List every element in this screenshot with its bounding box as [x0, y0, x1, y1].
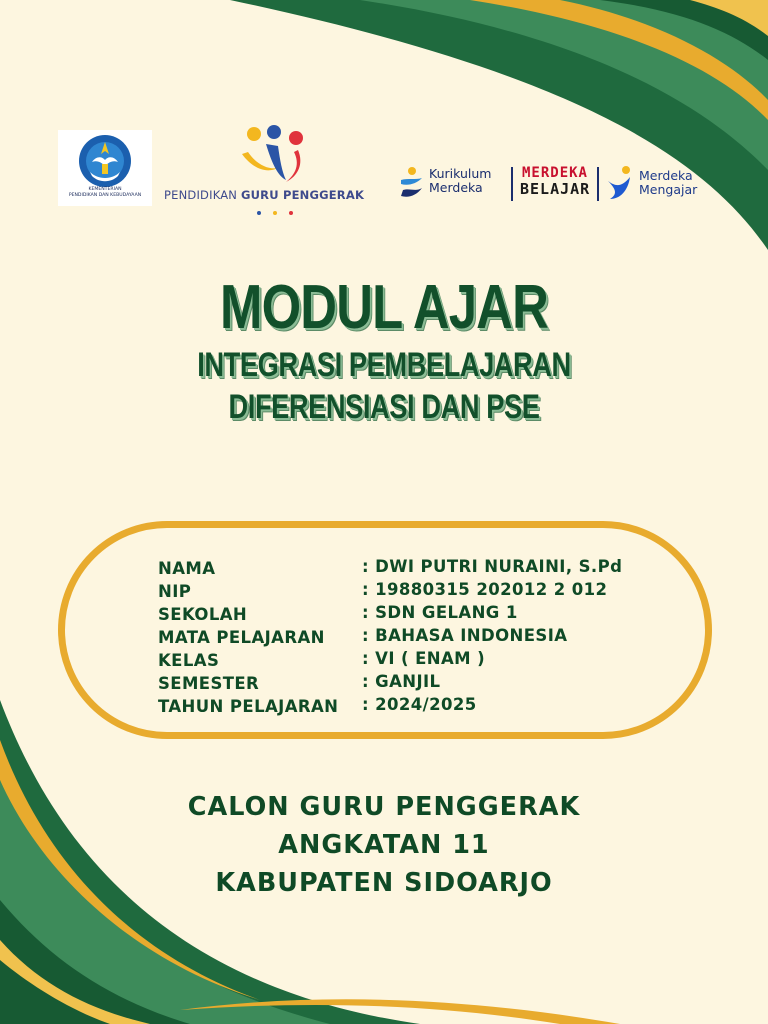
- kemendikbud-label-line2: PENDIDIKAN DAN KEBUDAYAAN: [68, 193, 142, 198]
- info-value: : 19880315 202012 2 012: [362, 580, 608, 599]
- kemendikbud-logo: [58, 130, 152, 206]
- merdeka-mengajar-logo: [606, 165, 706, 205]
- subtitle-line1: INTEGRASI PEMBELAJARAN: [197, 346, 571, 384]
- logo-separator-1: [511, 167, 513, 201]
- pgp-label-bold: GURU PENGGERAK: [240, 188, 365, 202]
- tut-wuri-handayani-emblem-icon: [78, 134, 132, 188]
- pgp-label-light: PENDIDIKAN: [164, 188, 241, 202]
- kemendikbud-label-line1: KEMENTERIAN: [88, 187, 122, 192]
- merdeka-belajar-line2: BELAJAR: [520, 180, 591, 198]
- info-label: MATA PELAJARAN: [158, 628, 325, 647]
- footer-line2: ANGKATAN 11: [278, 830, 490, 860]
- guru-penggerak-figures-icon: [238, 124, 318, 186]
- merdeka-belajar-line1: MERDEKA: [521, 165, 588, 181]
- footer-line3: KABUPATEN SIDOARJO: [215, 868, 553, 898]
- info-label: TAHUN PELAJARAN: [158, 697, 339, 716]
- logo-row: [0, 0, 768, 240]
- logo-separator-2: [597, 167, 599, 201]
- main-title: MODUL AJAR: [220, 273, 548, 342]
- kurikulum-label-line2: Merdeka: [429, 180, 483, 195]
- footer-line1: CALON GURU PENGGERAK: [187, 792, 581, 822]
- info-value: : VI ( ENAM ): [362, 649, 486, 668]
- kurikulum-merdeka-icon: [398, 166, 426, 200]
- info-label: SEMESTER: [158, 674, 260, 693]
- mengajar-label-line1: Merdeka: [639, 168, 693, 183]
- info-label: NIP: [158, 582, 192, 601]
- info-value: : GANJIL: [362, 672, 441, 691]
- info-label: SEKOLAH: [158, 605, 248, 624]
- info-value: : SDN GELANG 1: [362, 603, 518, 622]
- guru-penggerak-label: [164, 188, 364, 202]
- kurikulum-merdeka-label: [429, 167, 491, 195]
- subtitle-line2: DIFERENSIASI DAN PSE: [228, 388, 540, 426]
- info-value: : DWI PUTRI NURAINI, S.Pd: [362, 557, 623, 576]
- info-label: NAMA: [158, 559, 216, 578]
- merdeka-mengajar-icon: [606, 165, 636, 203]
- info-label: KELAS: [158, 651, 220, 670]
- kurikulum-merdeka-logo: [398, 164, 508, 204]
- mengajar-label-line2: Mengajar: [639, 182, 698, 197]
- info-value: : BAHASA INDONESIA: [362, 626, 568, 645]
- kurikulum-label-line1: Kurikulum: [429, 166, 492, 181]
- merdeka-mengajar-label: [639, 169, 697, 197]
- merdeka-belajar-logo: [520, 165, 590, 198]
- pgp-dots-decoration: [255, 210, 299, 216]
- kemendikbud-label: [58, 187, 152, 199]
- info-value: : 2024/2025: [362, 695, 477, 714]
- guru-penggerak-logo: [160, 120, 392, 220]
